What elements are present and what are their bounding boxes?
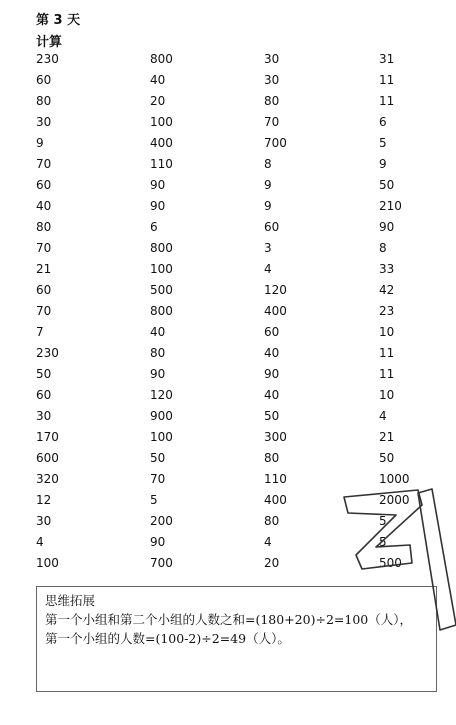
grid-cell: 90	[150, 199, 166, 213]
grid-cell: 230	[36, 52, 59, 66]
grid-cell: 6	[379, 115, 387, 129]
grid-row	[36, 364, 436, 385]
grid-cell: 5	[379, 535, 387, 549]
grid-cell: 70	[264, 115, 280, 129]
grid-row	[36, 301, 436, 322]
grid-cell: 80	[36, 220, 52, 234]
grid-row	[36, 133, 436, 154]
grid-cell: 90	[150, 535, 166, 549]
grid-cell: 4	[379, 409, 387, 423]
grid-cell: 50	[264, 409, 280, 423]
grid-cell: 80	[150, 346, 166, 360]
grid-cell: 100	[150, 430, 173, 444]
grid-cell: 20	[150, 94, 166, 108]
grid-cell: 110	[264, 472, 287, 486]
grid-cell: 90	[150, 367, 166, 381]
grid-cell: 110	[150, 157, 173, 171]
grid-cell: 70	[36, 241, 52, 255]
grid-cell: 23	[379, 304, 395, 318]
grid-cell: 800	[150, 52, 173, 66]
grid-row	[36, 70, 436, 91]
grid-row	[36, 217, 436, 238]
grid-cell: 320	[36, 472, 59, 486]
grid-cell: 700	[264, 136, 287, 150]
grid-cell: 1000	[379, 472, 410, 486]
grid-cell: 6	[150, 220, 158, 234]
grid-cell: 9	[379, 157, 387, 171]
grid-cell: 80	[264, 514, 280, 528]
grid-cell: 9	[36, 136, 44, 150]
grid-cell: 60	[36, 178, 52, 192]
grid-cell: 120	[264, 283, 287, 297]
grid-cell: 5	[379, 514, 387, 528]
grid-row	[36, 175, 436, 196]
grid-cell: 8	[379, 241, 387, 255]
grid-cell: 9	[264, 199, 272, 213]
grid-cell: 210	[379, 199, 402, 213]
grid-cell: 600	[36, 451, 59, 465]
grid-cell: 11	[379, 367, 395, 381]
grid-cell: 11	[379, 94, 395, 108]
grid-cell: 700	[150, 556, 173, 570]
grid-row	[36, 112, 436, 133]
day-title: 第 3 天	[36, 13, 81, 28]
grid-cell: 170	[36, 430, 59, 444]
grid-cell: 40	[264, 388, 280, 402]
grid-row	[36, 196, 436, 217]
grid-cell: 60	[264, 325, 280, 339]
grid-cell: 200	[150, 514, 173, 528]
grid-cell: 30	[264, 52, 280, 66]
grid-cell: 90	[150, 178, 166, 192]
grid-cell: 9	[264, 178, 272, 192]
grid-cell: 80	[264, 451, 280, 465]
thinking-line-1: 第一个小组和第二个小组的人数之和=(180+20)÷2=100（人），	[45, 612, 412, 627]
grid-cell: 4	[36, 535, 44, 549]
grid-row	[36, 238, 436, 259]
grid-cell: 21	[379, 430, 395, 444]
grid-row	[36, 154, 436, 175]
grid-row	[36, 322, 436, 343]
grid-row	[36, 259, 436, 280]
grid-cell: 5	[379, 136, 387, 150]
grid-row	[36, 343, 436, 364]
grid-cell: 400	[150, 136, 173, 150]
grid-cell: 30	[36, 514, 52, 528]
grid-cell: 60	[36, 388, 52, 402]
grid-cell: 3	[264, 241, 272, 255]
grid-cell: 8	[264, 157, 272, 171]
grid-cell: 90	[264, 367, 280, 381]
grid-cell: 400	[264, 493, 287, 507]
grid-cell: 800	[150, 241, 173, 255]
grid-row	[36, 280, 436, 301]
grid-row	[36, 427, 436, 448]
grid-cell: 800	[150, 304, 173, 318]
grid-cell: 33	[379, 262, 395, 276]
grid-cell: 230	[36, 346, 59, 360]
grid-cell: 4	[264, 535, 272, 549]
grid-cell: 40	[150, 73, 166, 87]
grid-cell: 70	[150, 472, 166, 486]
grid-row	[36, 448, 436, 469]
watermark-logo	[340, 485, 456, 635]
grid-cell: 30	[36, 115, 52, 129]
grid-cell: 90	[379, 220, 395, 234]
grid-row	[36, 385, 436, 406]
grid-cell: 100	[36, 556, 59, 570]
grid-cell: 40	[150, 325, 166, 339]
grid-cell: 10	[379, 325, 395, 339]
grid-cell: 500	[150, 283, 173, 297]
grid-cell: 400	[264, 304, 287, 318]
grid-cell: 40	[264, 346, 280, 360]
grid-cell: 7	[36, 325, 44, 339]
grid-cell: 60	[36, 283, 52, 297]
grid-cell: 70	[36, 157, 52, 171]
grid-row	[36, 49, 436, 70]
grid-cell: 120	[150, 388, 173, 402]
grid-cell: 80	[264, 94, 280, 108]
grid-cell: 50	[379, 178, 395, 192]
grid-cell: 11	[379, 346, 395, 360]
grid-row	[36, 406, 436, 427]
grid-cell: 500	[379, 556, 402, 570]
thinking-line-2: 第一个小组的人数=(100-2)÷2=49（人）。	[45, 631, 290, 646]
grid-cell: 10	[379, 388, 395, 402]
section-title: 计算	[36, 35, 63, 50]
grid-cell: 2000	[379, 493, 410, 507]
grid-cell: 50	[36, 367, 52, 381]
grid-cell: 42	[379, 283, 395, 297]
grid-cell: 30	[36, 409, 52, 423]
grid-cell: 100	[150, 262, 173, 276]
grid-cell: 5	[150, 493, 158, 507]
grid-cell: 31	[379, 52, 395, 66]
grid-cell: 50	[150, 451, 166, 465]
grid-row	[36, 91, 436, 112]
thinking-title: 思维拓展	[45, 593, 96, 608]
grid-cell: 20	[264, 556, 280, 570]
grid-cell: 30	[264, 73, 280, 87]
grid-cell: 60	[264, 220, 280, 234]
grid-cell: 4	[264, 262, 272, 276]
grid-cell: 11	[379, 73, 395, 87]
grid-cell: 12	[36, 493, 52, 507]
grid-cell: 60	[36, 73, 52, 87]
grid-cell: 40	[36, 199, 52, 213]
grid-cell: 100	[150, 115, 173, 129]
grid-cell: 70	[36, 304, 52, 318]
grid-cell: 80	[36, 94, 52, 108]
grid-cell: 300	[264, 430, 287, 444]
grid-cell: 900	[150, 409, 173, 423]
grid-cell: 50	[379, 451, 395, 465]
grid-cell: 21	[36, 262, 52, 276]
